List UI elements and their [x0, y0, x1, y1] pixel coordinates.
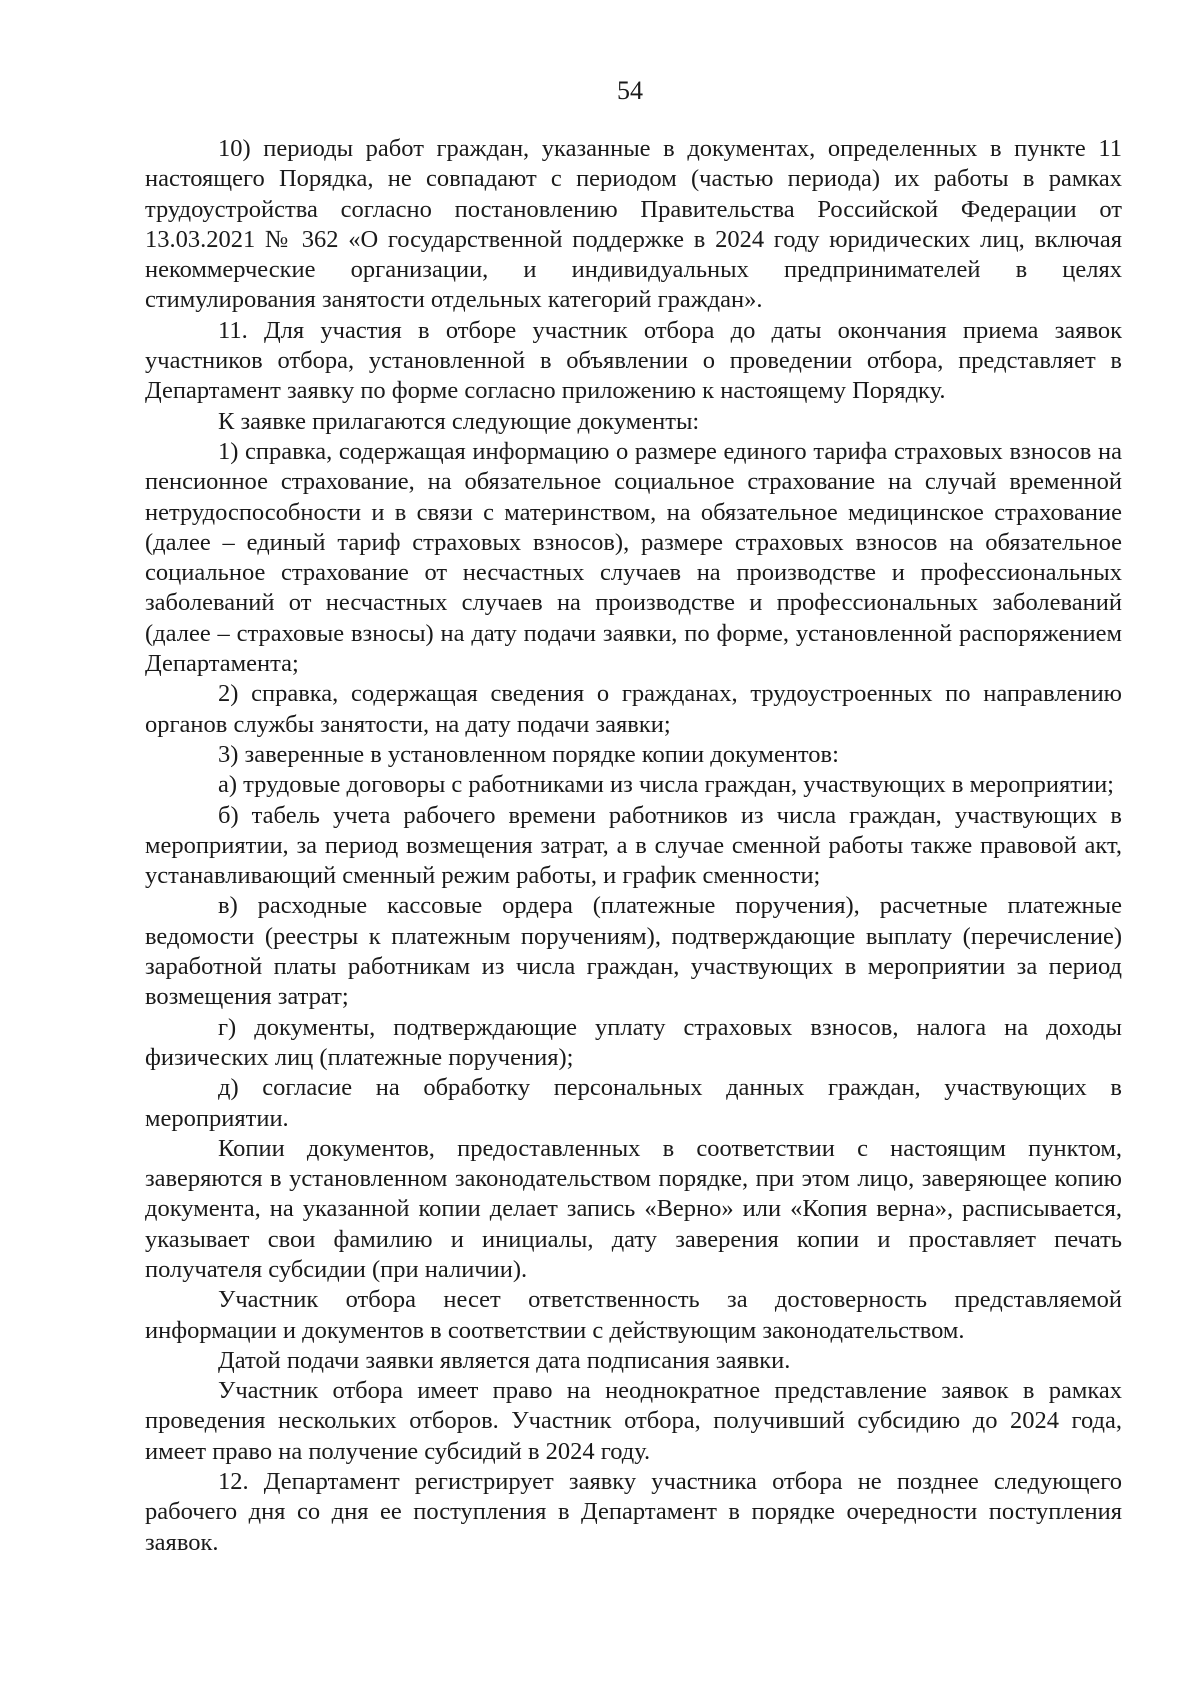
- paragraph-submission-date: Датой подачи заявки является дата подписания заявки.: [218, 1346, 791, 1374]
- paragraph-doc-3: 3) заверенные в установленном порядке копии документов:: [218, 740, 839, 768]
- document-body: [145, 134, 1122, 1558]
- paragraph-repeated-submission: Участник отбора имеет право на неоднократное представление заявок в рамках проведения нескольких отборов. Участник отбора, получивший субсидию до 2024 года, имеет право на получение субсидий в 2024 году.: [145, 1377, 1122, 1465]
- paragraph-responsibility: Участник отбора несет ответственность за достоверность представляемой информации и документов в соответствии с действующим законодательством.: [145, 1286, 1122, 1344]
- paragraph-attachments-intro: К заявке прилагаются следующие документы:: [218, 407, 700, 435]
- paragraph-clause-11: 11. Для участия в отборе участник отбора до даты окончания приема заявок участников отбора, установленной в объявлении о проведении отбора, представляет в Департамент заявку по форме согласно приложению к настоящему Порядку.: [145, 316, 1122, 405]
- paragraph-doc-1: 1) справка, содержащая информацию о размере единого тарифа страховых взносов на пенсионное страхование, на обязательное социальное страхование на случай временной нетрудоспособности и в связи с материнством, на обязательное медицинское страхование (далее – единый тариф страховых взносов), размере страховых взносов на обязательное социальное страхование от несчастных случаев на производстве и профессиональных заболеваний от несчастных случаев на производстве и профессиональных заболеваний (далее – страховые взносы) на дату подачи заявки, по форме, установленной распоряжением Департамента;: [145, 437, 1122, 678]
- paragraph-copies: Копии документов, предоставленных в соответствии с настоящим пунктом, заверяются в установленном законодательством порядке, при этом лицо, заверяющее копию документа, на указанной копии делает запись «Верно» или «Копия верна», расписывается, указывает свои фамилию и инициалы, дату заверения копии и проставляет печать получателя субсидии (при наличии).: [145, 1134, 1122, 1283]
- paragraph-doc-3a: а) трудовые договоры с работниками из числа граждан, участвующих в мероприятии;: [218, 771, 1114, 799]
- paragraph-doc-3b: б) табель учета рабочего времени работников из числа граждан, участвующих в мероприятии, за период возмещения затрат, а в случае сменной работы также правовой акт, устанавливающий сменный режим работы, и график сменности;: [145, 801, 1122, 890]
- paragraph-doc-3d: д) согласие на обработку персональных данных граждан, участвующих в мероприятии.: [145, 1074, 1122, 1132]
- paragraph-clause-12: 12. Департамент регистрирует заявку участника отбора не позднее следующего рабочего дня со дня ее поступления в Департамент в порядке очередности поступления заявок.: [145, 1468, 1122, 1556]
- page-number: 54: [617, 76, 643, 105]
- paragraph-doc-3g: г) документы, подтверждающие уплату страховых взносов, налога на доходы физических лиц (платежные поручения);: [145, 1013, 1122, 1071]
- paragraph-doc-3v: в) расходные кассовые ордера (платежные поручения), расчетные платежные ведомости (реестры к платежным поручениям), подтверждающие выплату (перечисление) заработной платы работникам из числа граждан, участвующих в мероприятии за период возмещения затрат;: [145, 892, 1122, 1011]
- paragraph-doc-2: 2) справка, содержащая сведения о гражданах, трудоустроенных по направлению органов службы занятости, на дату подачи заявки;: [145, 680, 1122, 738]
- paragraph-item-10: 10) периоды работ граждан, указанные в документах, определенных в пункте 11 настоящего Порядка, не совпадают с периодом (частью периода) их работы в рамках трудоустройства согласно постановлению Правительства Российской Федерации от 13.03.2021 № 362 «О государственной поддержке в 2024 году юридических лиц, включая некоммерческие организации, и индивидуальных предпринимателей в целях стимулирования занятости отдельных категорий граждан».: [145, 135, 1122, 314]
